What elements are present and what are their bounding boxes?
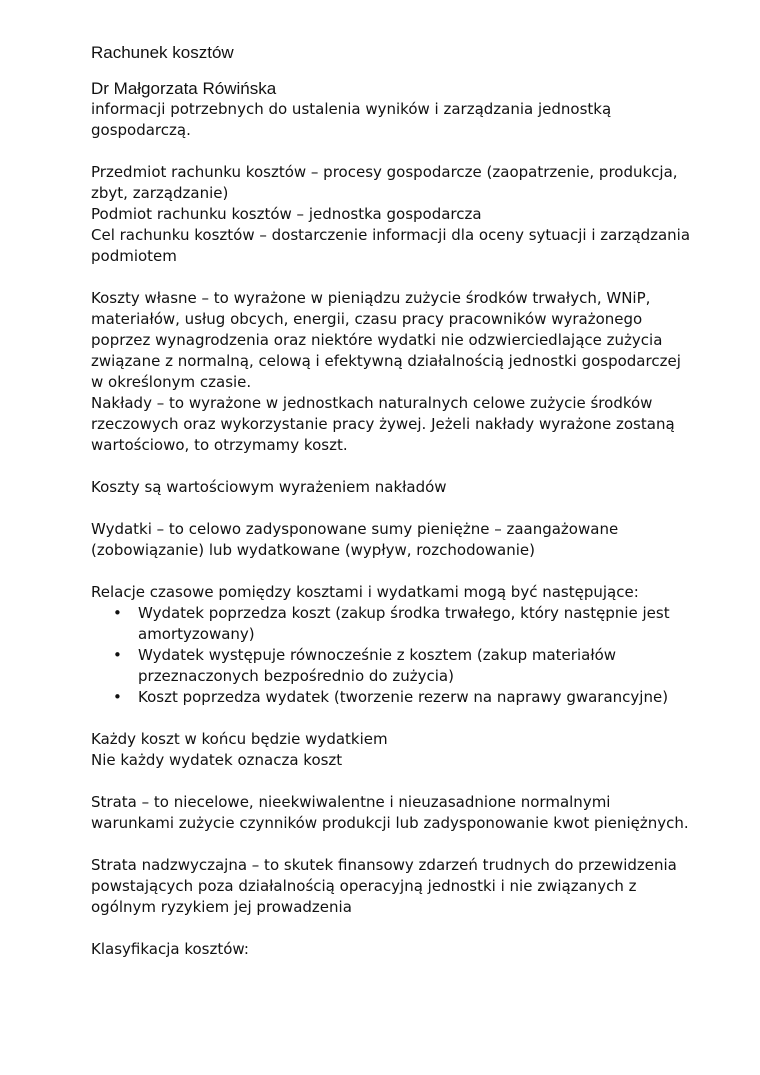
- own-costs-paragraph: Koszty własne – to wyrażone w pieniądzu zużycie środków trwałych, WNiP, materiałów, usług obcych, energii, czasu pracy pracowników wyrażonego poprzez wynagrodzenia oraz niektóre wydatki nie odzwierciedlające zużycia związane z normalną, celową i efektywną działalnością jednostki gospodarczej w określonym czasie.: [91, 289, 681, 391]
- paragraph-spacer: [91, 561, 691, 582]
- document-content: [91, 42, 691, 960]
- paragraph-spacer: [91, 771, 691, 792]
- list-item-text: Koszt poprzedza wydatek (tworzenie rezerw na naprawy gwarancyjne): [138, 688, 669, 706]
- subject-paragraph: Przedmiot rachunku kosztów – procesy gospodarcze (zaopatrzenie, produkcja, zbyt, zarządzanie): [91, 163, 678, 202]
- paragraph-spacer: [91, 918, 691, 939]
- paragraph-spacer: [91, 456, 691, 477]
- document-author: Dr Małgorzata Rówińska: [91, 79, 277, 98]
- expenses-paragraph: Wydatki – to celowo zadysponowane sumy pieniężne – zaangażowane (zobowiązanie) lub wydatkowane (wypływ, rozchodowanie): [91, 520, 619, 559]
- list-item: [113, 603, 691, 645]
- paragraph-spacer: [91, 267, 691, 288]
- entity-paragraph: Podmiot rachunku kosztów – jednostka gospodarcza: [91, 205, 482, 223]
- relations-intro: Relacje czasowe pomiędzy kosztami i wydatkami mogą być następujące:: [91, 583, 639, 601]
- document-title: Rachunek kosztów: [91, 43, 234, 62]
- intro-paragraph: informacji potrzebnych do ustalenia wyników i zarządzania jednostką gospodarczą.: [91, 100, 612, 139]
- list-item-text: Wydatek występuje równocześnie z kosztem (zakup materiałów przeznaczonych bezpośrednio do zużycia): [138, 646, 617, 685]
- document-body: [91, 99, 691, 960]
- list-item-text: Wydatek poprzedza koszt (zakup środka trwałego, który następnie jest amortyzowany): [138, 604, 670, 643]
- bullet-icon: •: [113, 604, 122, 622]
- list-item: [113, 645, 691, 687]
- paragraph-spacer: [91, 141, 691, 162]
- extraordinary-loss-paragraph: Strata nadzwyczajna – to skutek finansowy zdarzeń trudnych do przewidzenia powstających poza działalnością operacyjną jednostki i nie związanych z ogólnym ryzykiem jej prowadzenia: [91, 856, 677, 916]
- bullet-icon: •: [113, 688, 122, 706]
- costs-value-paragraph: Koszty są wartościowym wyrażeniem nakładów: [91, 478, 447, 496]
- every-cost-line: Każdy koszt w końcu będzie wydatkiem: [91, 730, 388, 748]
- not-every-expense-line: Nie każdy wydatek oznacza koszt: [91, 751, 343, 769]
- classification-heading: Klasyfikacja kosztów:: [91, 940, 249, 958]
- bullet-icon: •: [113, 646, 122, 664]
- goal-paragraph: Cel rachunku kosztów – dostarczenie informacji dla oceny sytuacji i zarządzania podmiotem: [91, 226, 691, 265]
- list-item: [113, 687, 691, 708]
- paragraph-spacer: [91, 708, 691, 729]
- paragraph-spacer: [91, 834, 691, 855]
- relations-list: [91, 603, 691, 708]
- paragraph-spacer: [91, 498, 691, 519]
- loss-paragraph: Strata – to niecelowe, nieekwiwalentne i nieuzasadnione normalnymi warunkami zużycie czynników produkcji lub zadysponowanie kwot pieniężnych.: [91, 793, 689, 832]
- outlays-paragraph: Nakłady – to wyrażone w jednostkach naturalnych celowe zużycie środków rzeczowych oraz wykorzystanie pracy żywej. Jeżeli nakłady wyrażone zostaną wartościowo, to otrzymamy koszt.: [91, 394, 675, 454]
